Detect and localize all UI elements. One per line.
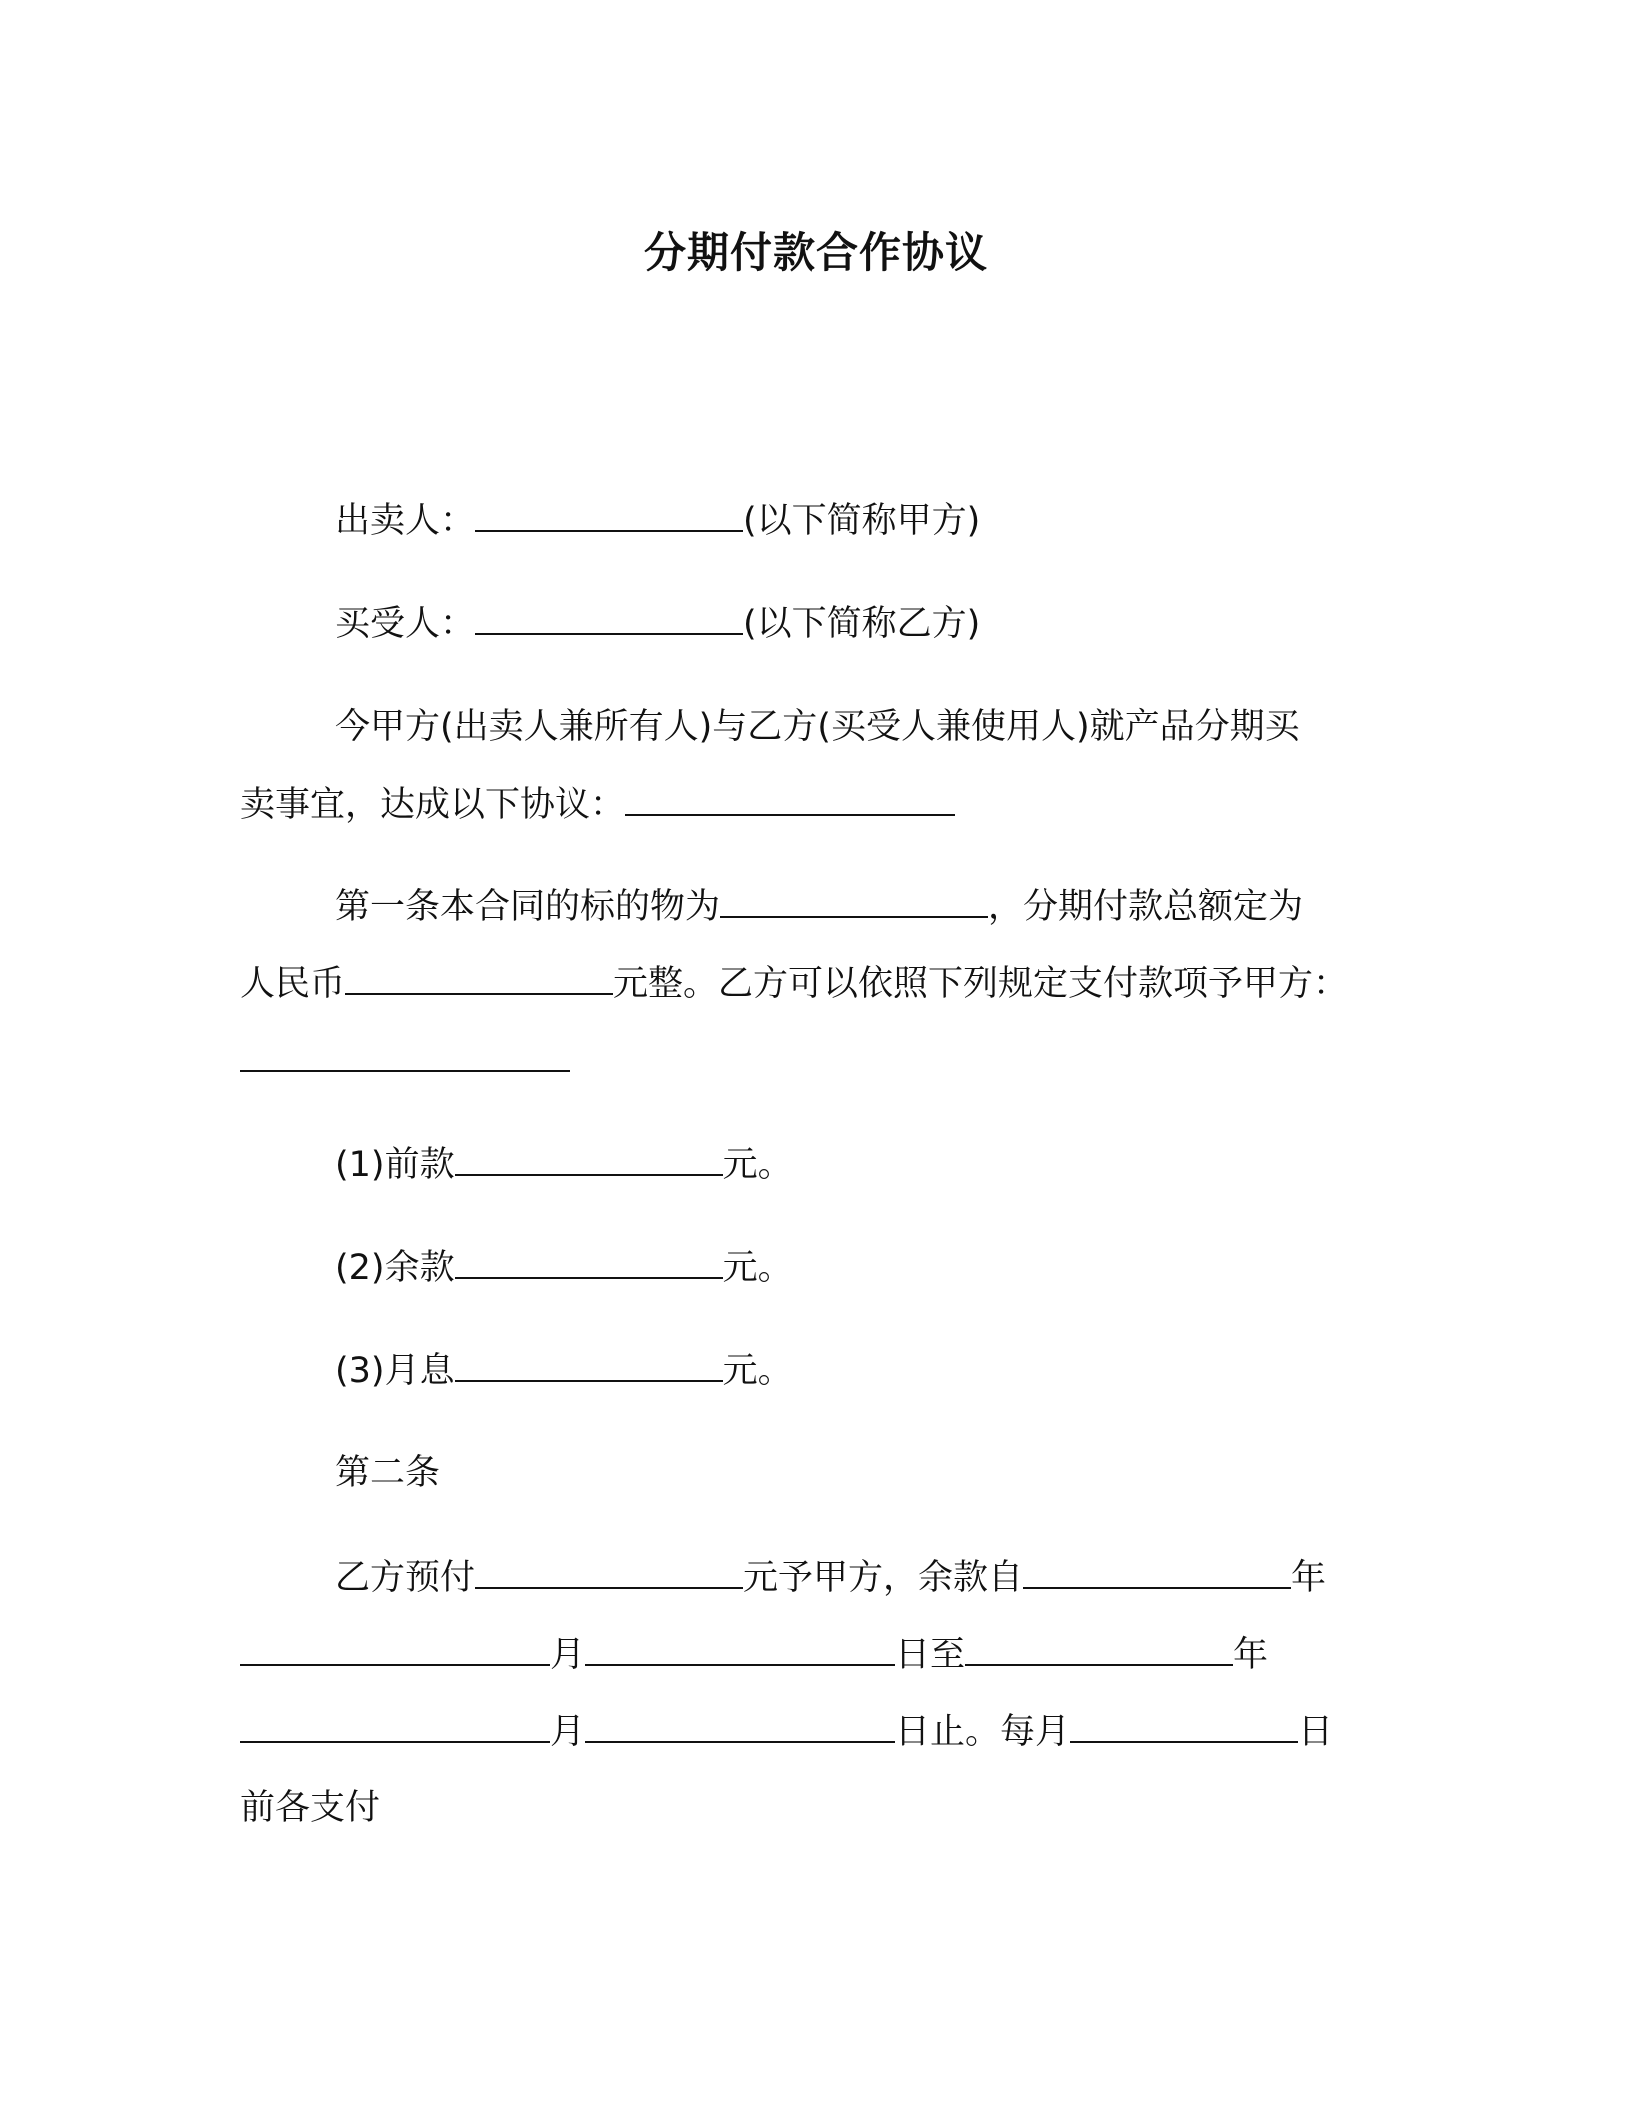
prepay-text-a: 乙方预付 xyxy=(335,1558,476,1598)
article1-text-d: 元整。乙方可以依照下列规定支付款项予甲方： xyxy=(613,964,1349,1004)
payment-terms-blank[interactable] xyxy=(240,1038,570,1072)
end-year-unit: 年 xyxy=(1233,1635,1269,1675)
article2-line-1 xyxy=(335,1555,1326,1600)
monthly-day-unit: 日 xyxy=(1298,1712,1334,1752)
article1-text-a: 第一条本合同的标的物为 xyxy=(335,887,721,927)
buyer-note: (以下简称乙方) xyxy=(743,604,981,644)
start-month-unit: 月 xyxy=(550,1635,586,1675)
article1-line-3 xyxy=(240,1038,570,1083)
article1-text-b: ，分期付款总额定为 xyxy=(988,887,1304,927)
balance-blank[interactable] xyxy=(455,1245,723,1279)
seller-blank[interactable] xyxy=(475,498,743,532)
end-month-blank[interactable] xyxy=(240,1709,550,1743)
item1-unit: 元。 xyxy=(722,1145,793,1185)
intro-text-2: 卖事宜，达成以下协议： xyxy=(240,785,626,825)
item2-line xyxy=(335,1245,793,1290)
article2-line-4 xyxy=(240,1786,380,1830)
end-month-unit: 月 xyxy=(550,1712,586,1752)
monthly-day-blank[interactable] xyxy=(1070,1709,1298,1743)
document-title: 分期付款合作协议 xyxy=(643,228,988,277)
down-payment-blank[interactable] xyxy=(455,1142,723,1176)
seller-label: 出卖人： xyxy=(335,501,476,541)
intro-text-1: 今甲方(出卖人兼所有人)与乙方(买受人兼使用人)就产品分期买 xyxy=(335,707,1300,747)
item1-line xyxy=(335,1142,793,1187)
end-year-blank[interactable] xyxy=(965,1632,1233,1666)
subject-blank[interactable] xyxy=(720,884,988,918)
item2-label: (2)余款 xyxy=(335,1248,455,1288)
article2-line-3 xyxy=(240,1709,1333,1754)
article1-line-1 xyxy=(335,884,1303,929)
buyer-blank[interactable] xyxy=(475,601,743,635)
item2-unit: 元。 xyxy=(722,1248,793,1288)
intro-blank[interactable] xyxy=(625,782,955,816)
article1-line-2 xyxy=(240,961,1348,1006)
article2-heading-text: 第二条 xyxy=(335,1453,441,1493)
intro-line-2 xyxy=(240,782,955,827)
seller-line xyxy=(335,498,980,543)
item1-label: (1)前款 xyxy=(335,1145,455,1185)
end-day-blank[interactable] xyxy=(585,1709,895,1743)
monthly-interest-blank[interactable] xyxy=(455,1348,723,1382)
article1-text-c: 人民币 xyxy=(240,964,346,1004)
article2-heading xyxy=(335,1451,440,1495)
start-day-blank[interactable] xyxy=(585,1632,895,1666)
buyer-label: 买受人： xyxy=(335,604,476,644)
seller-note: (以下简称甲方) xyxy=(743,501,981,541)
intro-line-1 xyxy=(335,705,1300,749)
item3-label: (3)月息 xyxy=(335,1351,455,1391)
total-amount-blank[interactable] xyxy=(345,961,613,995)
item3-unit: 元。 xyxy=(722,1351,793,1391)
start-month-blank[interactable] xyxy=(240,1632,550,1666)
prepay-text-b: 元予甲方，余款自 xyxy=(743,1558,1024,1598)
prepay-amount-blank[interactable] xyxy=(475,1555,743,1589)
article2-line-2 xyxy=(240,1632,1268,1677)
day-end-text: 日止。每月 xyxy=(895,1712,1071,1752)
buyer-line xyxy=(335,601,980,646)
start-year-blank[interactable] xyxy=(1023,1555,1291,1589)
day-to-text: 日至 xyxy=(895,1635,966,1675)
each-pay-text: 前各支付 xyxy=(240,1788,381,1828)
item3-line xyxy=(335,1348,793,1393)
start-year-unit: 年 xyxy=(1291,1558,1327,1598)
